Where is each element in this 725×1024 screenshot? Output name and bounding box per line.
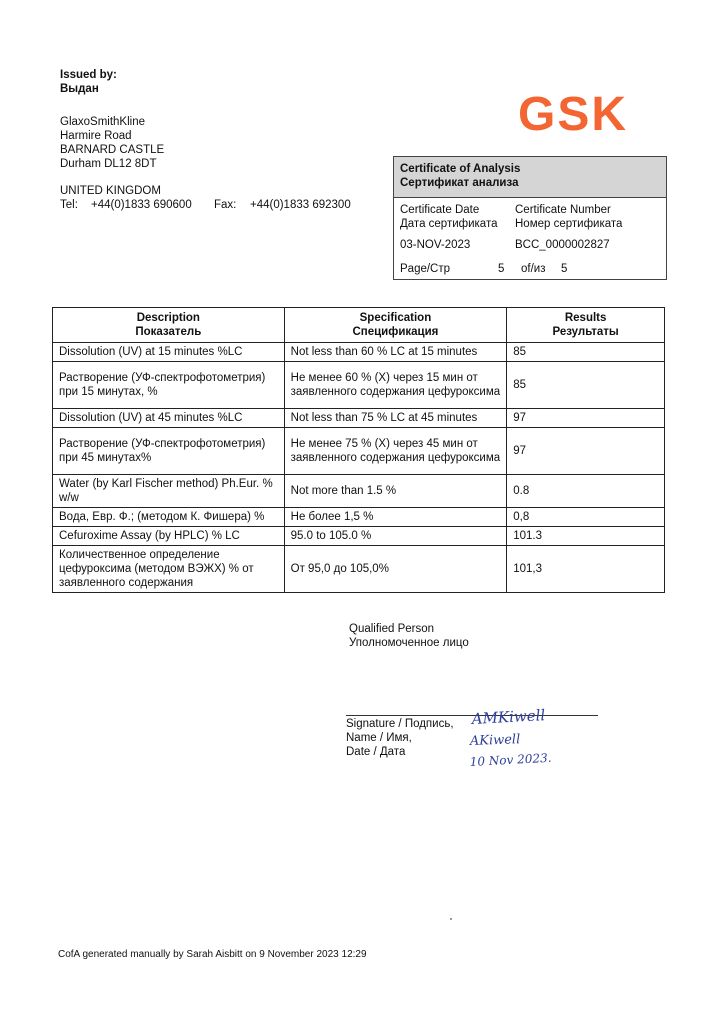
row-result: 0,8 — [507, 508, 665, 527]
table-row — [53, 343, 665, 362]
row-specification: Не менее 60 % (X) через 15 мин от заявленного содержания цефуроксима — [284, 362, 507, 409]
issued-by-label-en: Issued by: — [60, 69, 117, 81]
handwritten-signature — [462, 702, 602, 774]
table-row — [53, 409, 665, 428]
row-result: 101.3 — [507, 527, 665, 546]
row-description: Вода, Евр. Ф.; (методом К. Фишера) % — [53, 508, 285, 527]
issuer-address — [60, 115, 164, 171]
svg-text:AMKiwell: AMKiwell — [471, 706, 546, 728]
certificate-number: BCC_0000002827 — [515, 239, 610, 251]
table-row — [53, 508, 665, 527]
certificate-number-label-ru: Номер сертификата — [515, 218, 623, 230]
row-description: Растворение (УФ-спектрофотометрия) при 15 минутах, % — [53, 362, 285, 409]
row-description: Количественное определение цефуроксима (методом ВЭЖХ) % от заявленного содержания — [53, 546, 285, 593]
signature-labels — [346, 717, 454, 759]
certificate-date-label-ru: Дата сертификата — [400, 218, 498, 230]
address-line: Harmire Road — [60, 130, 132, 142]
header-description-ru: Показатель — [135, 326, 202, 338]
address-line: GlaxoSmithKline — [60, 116, 146, 128]
signature-label: Signature / Подпись, — [346, 718, 454, 730]
fax-label: Fax: — [214, 199, 237, 211]
header-results — [507, 308, 665, 343]
certificate-date-label-en: Certificate Date — [400, 204, 480, 216]
certificate-number-label-en: Certificate Number — [515, 204, 611, 216]
row-result: 0.8 — [507, 475, 665, 508]
tel-label: Tel: — [60, 199, 78, 211]
footer-note: CofA generated manually by Sarah Aisbitt on 9 November 2023 12:29 — [58, 949, 367, 960]
address-line: Durham DL12 8DT — [60, 158, 157, 170]
table-row — [53, 546, 665, 593]
address-country: UNITED KINGDOM — [60, 185, 161, 197]
results-table — [52, 307, 665, 593]
tel-number: +44(0)1833 690600 — [91, 199, 192, 211]
certificate-info-box — [393, 156, 667, 280]
table-row — [53, 362, 665, 409]
row-description: Dissolution (UV) at 15 minutes %LC — [53, 343, 285, 362]
page-total: 5 — [561, 263, 568, 275]
svg-text:10 Nov 2023.: 10 Nov 2023. — [469, 750, 552, 769]
qualified-person-en: Qualified Person — [349, 623, 435, 635]
row-result: 97 — [507, 428, 665, 475]
table-header-row — [53, 308, 665, 343]
header-specification-en: Specification — [359, 312, 432, 324]
header-description-en: Description — [136, 312, 200, 324]
row-description: Cefuroxime Assay (by HPLC) % LC — [53, 527, 285, 546]
issued-by-label-ru: Выдан — [60, 83, 99, 95]
row-result: 85 — [507, 362, 665, 409]
table-row — [53, 428, 665, 475]
address-line: BARNARD CASTLE — [60, 144, 165, 156]
row-result: 101,3 — [507, 546, 665, 593]
header-results-en: Results — [564, 312, 607, 324]
svg-text:GSK: GSK — [517, 88, 629, 138]
header-specification — [284, 308, 507, 343]
row-specification: Не более 1,5 % — [284, 508, 507, 527]
row-description: Dissolution (UV) at 45 minutes %LC — [53, 409, 285, 428]
certificate-title-ru: Сертификат анализа — [400, 177, 519, 189]
row-specification: Not less than 75 % LC at 45 minutes — [284, 409, 507, 428]
row-specification: От 95,0 до 105,0% — [284, 546, 507, 593]
certificate-date: 03-NOV-2023 — [400, 239, 471, 251]
row-result: 85 — [507, 343, 665, 362]
table-row — [53, 527, 665, 546]
row-description: Растворение (УФ-спектрофотометрия) при 45 минутах% — [53, 428, 285, 475]
row-specification: Not less than 60 % LC at 15 minutes — [284, 343, 507, 362]
name-label: Name / Имя, — [346, 732, 412, 744]
fax-number: +44(0)1833 692300 — [250, 199, 351, 211]
row-result: 97 — [507, 409, 665, 428]
table-row — [53, 475, 665, 508]
svg-text:AKiwell: AKiwell — [469, 732, 521, 749]
row-specification: 95.0 to 105.0 % — [284, 527, 507, 546]
contact-line — [60, 198, 351, 212]
date-label: Date / Дата — [346, 746, 406, 758]
certificate-header — [394, 157, 666, 198]
certificate-title-en: Certificate of Analysis — [400, 163, 521, 175]
issued-by — [60, 68, 117, 96]
header-specification-ru: Спецификация — [352, 326, 439, 338]
gsk-logo — [508, 88, 638, 138]
qualified-person — [349, 622, 469, 650]
of-label: of/из — [521, 263, 546, 275]
header-results-ru: Результаты — [552, 326, 619, 338]
row-specification: Not more than 1.5 % — [284, 475, 507, 508]
page-label: Page/Стр — [400, 263, 451, 275]
header-description — [53, 308, 285, 343]
row-specification: Не менее 75 % (X) через 45 мин от заявленного содержания цефуроксима — [284, 428, 507, 475]
row-description: Water (by Karl Fischer method) Ph.Eur. % w/w — [53, 475, 285, 508]
stray-mark — [450, 918, 452, 920]
page-number: 5 — [498, 263, 505, 275]
qualified-person-ru: Уполномоченное лицо — [349, 637, 469, 649]
